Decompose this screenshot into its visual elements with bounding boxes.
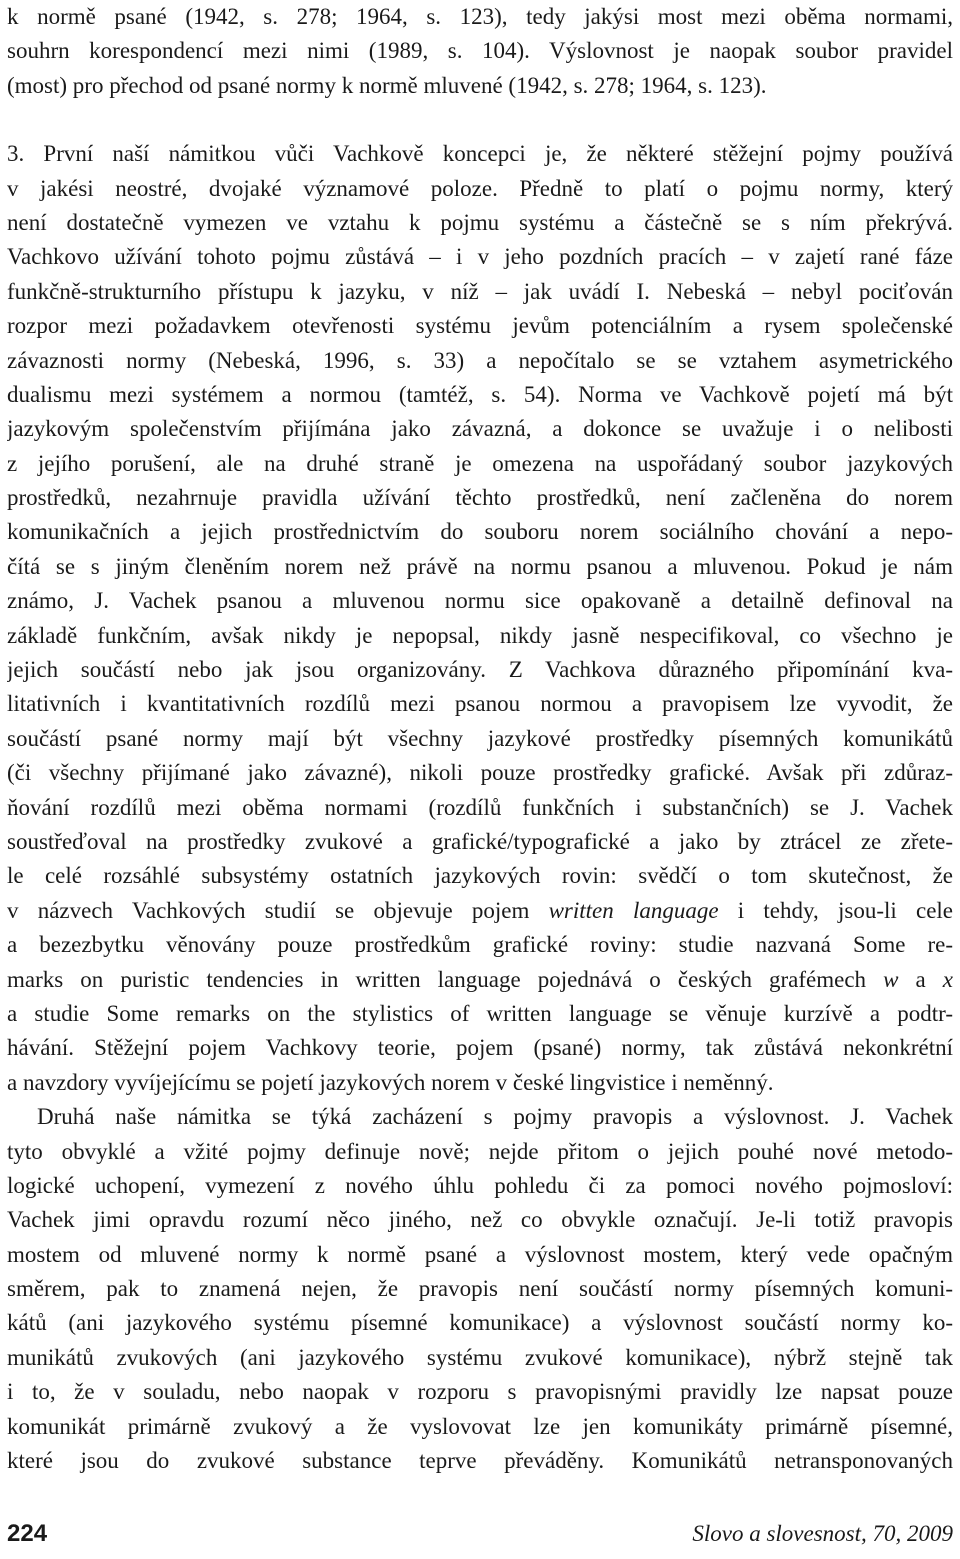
page-body — [7, 0, 953, 1478]
text-line: 3. První naší námitkou vůči Vachkově koncepci je, že některé stěžejní pojmy používá — [7, 141, 953, 167]
text-line: munikátů zvukových (ani jazykového systému zvukové komunikace), nýbrž stejně tak — [7, 1344, 953, 1370]
italic-grapheme-w: w — [883, 966, 899, 992]
text-line: Vachkovo užívání tohoto pojmu zůstává – i v jeho pozdních pracích – v zajetí rané fáze — [7, 244, 953, 270]
text-line: le celé rozsáhlé subsystémy ostatních jazykových rovin: svědčí o tom skutečnost, že — [7, 863, 953, 889]
text-line: komunikačních a jejich prostřednictvím do souboru norem sociálního chování a nepo- — [7, 519, 953, 545]
text-line: známo, J. Vachek psanou a mluvenou normu sice opakovaně a detailně definoval na — [7, 588, 953, 614]
text-line: ňování rozdílů mezi oběma normami (rozdílů funkčních i substančních) se J. Vachek — [7, 794, 953, 820]
text-line: litativních i kvantitativních rozdílů mezi psanou normou a pravopisem lze vyvodit, že — [7, 691, 953, 717]
text-segment: i tehdy, jsou-li cele — [718, 897, 953, 923]
journal-citation: Slovo a slovesnost, 70, 2009 — [692, 1521, 953, 1546]
text-segment: a — [898, 966, 943, 992]
text-line: funkčně-strukturního přístupu k jazyku, v níž – jak uvádí I. Nebeská – nebyl pociťován — [7, 278, 953, 304]
text-line: tyto obvyklé a vžité pojmy definuje nově; nejde přitom o jejich pouhé nové metodo- — [7, 1138, 953, 1164]
italic-term: written language — [548, 897, 719, 923]
paragraph-2 — [7, 137, 953, 1100]
text-line: závaznosti normy (Nebeská, 1996, s. 33) a nepočítalo se se vztahem asymetrického — [7, 347, 953, 373]
text-line: směrem, pak to znamená nejen, že pravopis není součástí normy písemných komuni- — [7, 1276, 953, 1302]
text-segment: v názvech Vachkových studií se objevuje pojem — [7, 897, 549, 923]
text-line: není dostatečně vymezen ve vztahu k pojmu systému a částečně se s ním překrývá. — [7, 209, 953, 235]
text-line: dualismu mezi systémem a normou (tamtéž, s. 54). Norma ve Vachkově pojetí má být — [7, 381, 953, 407]
text-line: součástí psané normy mají být všechny jazykové prostředky písemných komunikátů — [7, 725, 953, 751]
text-line: prostředků, nezahrnuje pravidla užívání těchto prostředků, není začleněna do norem — [7, 485, 953, 511]
text-line-with-italic — [7, 963, 953, 997]
text-line-with-italic — [7, 894, 953, 928]
page-number: 224 — [7, 1520, 48, 1547]
text-line: (či všechny přijímané jako závazné), nikoli pouze prostředky grafické. Avšak při zdůraz- — [7, 760, 953, 786]
paragraph-1 — [7, 0, 953, 103]
text-line: čítá se s jiným členěním norem než právě na normu psanou a mluvenou. Pokud je nám — [7, 553, 953, 579]
page-footer — [7, 1516, 953, 1552]
text-line: Druhá naše námitka se týká zacházení s pojmy pravopis a výslovnost. J. Vachek — [37, 1104, 953, 1130]
text-line: hávání. Stěžejní pojem Vachkovy teorie, pojem (psané) normy, tak zůstává nekonkrétní — [7, 1035, 953, 1061]
text-line: jejich součástí nebo jak jsou organizovány. Z Vachkova důrazného připomínání kva- — [7, 657, 953, 683]
text-line: kátů (ani jazykového systému písemné komunikace) a výslovnost součástí normy ko- — [7, 1310, 953, 1336]
text-line: z jejího porušení, ale na druhé straně je omezena na uspořádaný soubor jazykových — [7, 450, 953, 476]
italic-grapheme-x: x — [942, 966, 953, 992]
text-line: a studie Some remarks on the stylistics of written language se věnuje kurzívě a podtr- — [7, 1000, 953, 1026]
text-line: komunikát primárně zvukový a že vyslovovat lze jen komunikáty primárně písemné, — [7, 1413, 953, 1439]
text-line: rozpor mezi požadavkem otevřenosti systému jevům potenciálním a rysem společenské — [7, 313, 953, 339]
text-line: Vachek jimi opravdu rozumí něco jiného, než co obvykle označují. Je-li totiž pravopis — [7, 1207, 953, 1233]
text-line: souhrn korespondencí mezi nimi (1989, s. 104). Výslovnost je naopak soubor pravidel — [7, 38, 953, 64]
text-line: a navzdory vyvíjejícímu se pojetí jazykových norem v české lingvistice i neměnný. — [7, 1069, 774, 1095]
text-line: které jsou do zvukové substance teprve převáděny. Komunikátů netransponovaných — [7, 1448, 953, 1474]
text-line: i to, že v souladu, nebo naopak v rozporu s pravopisnými pravidly lze napsat pouze — [7, 1379, 953, 1405]
text-segment: marks on puristic tendencies in written language pojednává o českých grafémech — [7, 966, 884, 992]
text-line: k normě psané (1942, s. 278; 1964, s. 123), tedy jakýsi most mezi oběma normami, — [7, 4, 953, 29]
paragraph-3 — [7, 1100, 953, 1478]
text-line: soustřeďoval na prostředky zvukové a grafické/typografické a jako by ztrácel ze zřete- — [7, 828, 953, 854]
text-line: (most) pro přechod od psané normy k normě mluvené (1942, s. 278; 1964, s. 123). — [7, 72, 767, 98]
text-line: a bezezbytku věnovány pouze prostředkům grafické roviny: studie nazvaná Some re- — [7, 932, 953, 958]
text-line: v jakési neostré, dvojaké významové poloze. Předně to platí o pojmu normy, který — [7, 175, 953, 201]
text-line: mostem od mluvené normy k normě psané a výslovnost mostem, který vede opačným — [7, 1241, 953, 1267]
text-line: logické uchopení, vymezení z nového úhlu pohledu či za pomoci nového pojmosloví: — [7, 1172, 953, 1198]
text-line: jazykovým společenstvím přijímána jako závazná, a dokonce se uvažuje i o nelibosti — [7, 416, 953, 442]
text-line: základě funkčním, avšak nikdy je nepopsal, nikdy jasně nespecifikoval, co všechno je — [7, 622, 953, 648]
